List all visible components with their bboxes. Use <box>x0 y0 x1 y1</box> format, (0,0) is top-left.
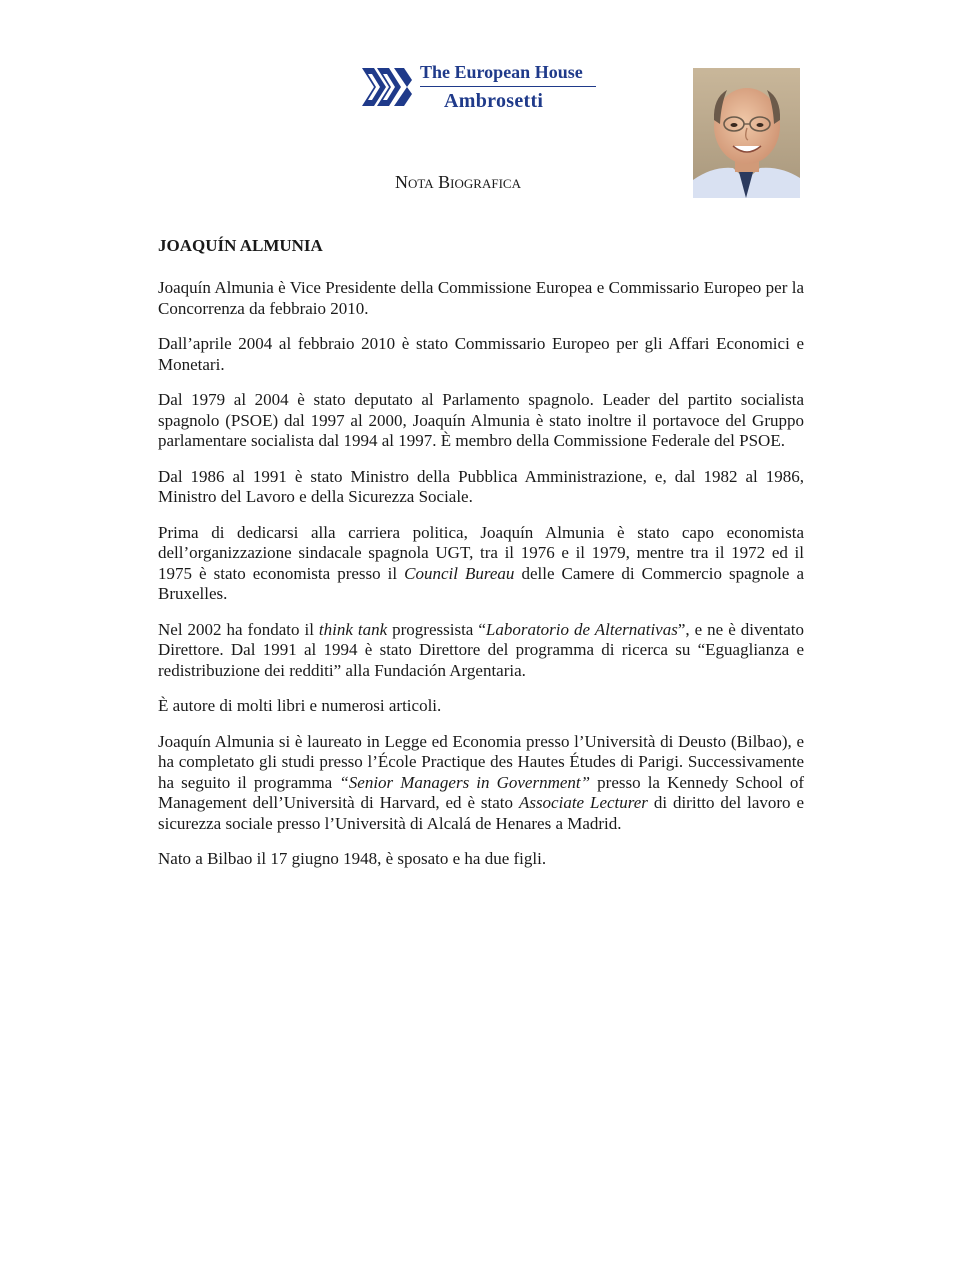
logo-divider <box>420 86 596 87</box>
paragraph-italic-text: Council Bureau <box>404 563 515 583</box>
paragraph-text: ”, e ne è diventato Direttore. Dal 1991 al 1994 è stato Direttore del programma di ricerca su “Eguaglianza e redistribuzione dei redditi” alla Fundación Argentaria. <box>158 619 804 680</box>
ambrosetti-logo-icon <box>360 64 414 110</box>
paragraph: Nato a Bilbao il 17 giugno 1948, è sposato e ha due figli. <box>158 849 547 869</box>
paragraph <box>158 523 804 605</box>
paragraph-text: di diritto del lavoro e sicurezza sociale presso l’Università di Alcalá de Henares a Madrid. <box>158 793 804 834</box>
logo-text-line2: Ambrosetti <box>444 90 544 112</box>
biography-body <box>158 278 804 885</box>
paragraph-text: progressista “ <box>387 619 486 639</box>
paragraph-text: Nel 2002 ha fondato il <box>158 619 319 639</box>
paragraph-text: presso la Kennedy School of Management dell’Università di Harvard, ed è stato <box>158 772 805 813</box>
paragraph: Dal 1986 al 1991 è stato Ministro della Pubblica Amministrazione, e, dal 1982 al 1986, Ministro del Lavoro e della Sicurezza Sociale. <box>158 466 804 507</box>
paragraph-italic-text: think tank <box>318 619 388 639</box>
portrait-photo <box>693 68 800 198</box>
person-name: JOAQUÍN ALMUNIA <box>158 236 323 255</box>
paragraph: È autore di molti libri e numerosi articoli. <box>158 696 442 716</box>
ambrosetti-logo <box>360 60 610 116</box>
paragraph <box>158 620 804 682</box>
paragraph-text: Joaquín Almunia si è laureato in Legge ed Economia presso l’Università di Deusto (Bilbao), e ha completato gli studi presso l’École Practique des Hautes Études di Parigi. Successivamente ha seguito il programma <box>158 731 804 792</box>
paragraph-text: delle Camere di Commercio spagnole a Bruxelles. <box>158 563 804 604</box>
paragraph: Dal 1979 al 2004 è stato deputato al Parlamento spagnolo. Leader del partito socialista spagnolo (PSOE) dal 1997 al 2000, Joaquín Almunia è stato inoltre il portavoce del Gruppo parlamentare socialista dal 1994 al 1997. È membro della Commissione Federale del PSOE. <box>158 389 804 451</box>
page-title: Nota Biografica <box>395 172 521 192</box>
paragraph: Joaquín Almunia è Vice Presidente della Commissione Europea e Commissario Europeo per la Concorrenza da febbraio 2010. <box>158 278 804 318</box>
paragraph: Dall’aprile 2004 al febbraio 2010 è stato Commissario Europeo per gli Affari Economici e Monetari. <box>158 333 804 374</box>
paragraph-text: Prima di dedicarsi alla carriera politica, Joaquín Almunia è stato capo economista dell’organizzazione sindacale spagnola UGT, tra il 1976 e il 1979, mentre tra il 1972 ed il 1975 è stato economista presso il <box>158 522 804 583</box>
logo-text-line1: The European House <box>420 62 583 82</box>
paragraph <box>158 732 804 835</box>
paragraph-italic-text: Laboratorio de Alternativas <box>485 619 678 639</box>
paragraph-italic-text: Associate Lecturer <box>518 793 648 813</box>
paragraph-italic-text: “Senior Managers in Government” <box>339 772 591 792</box>
